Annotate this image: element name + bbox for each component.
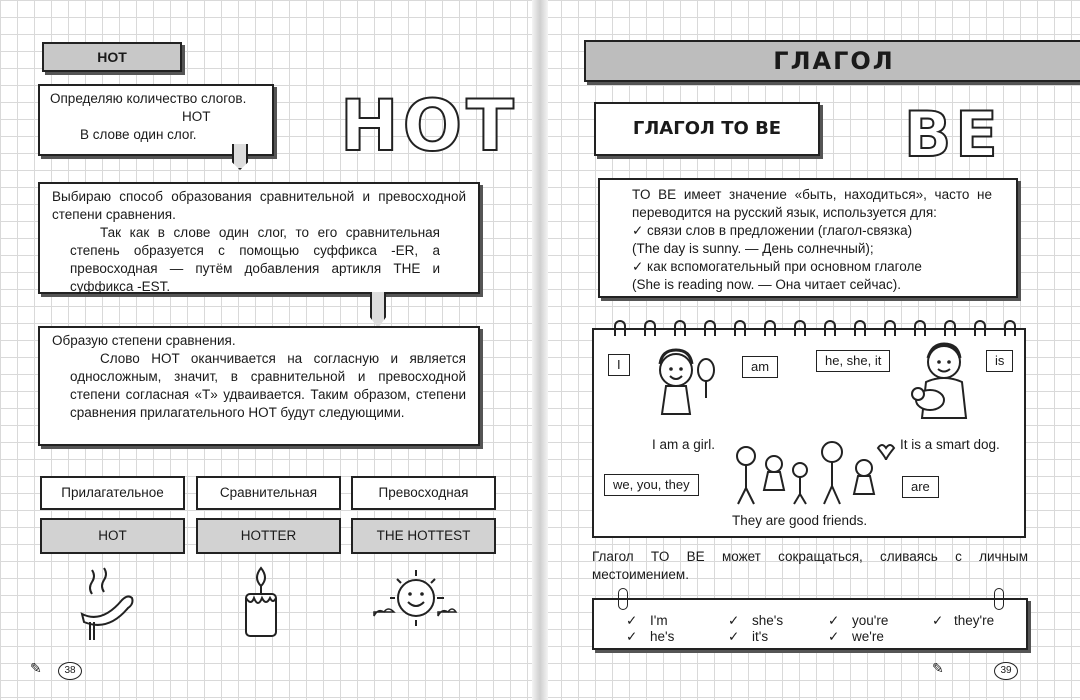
page-number: 39 xyxy=(994,662,1018,680)
usage-example-2: (She is reading now. — Она читает сейчас). xyxy=(632,277,901,292)
verb-title: ГЛАГОЛ TO BE xyxy=(594,102,820,156)
hot-illustration: HOT xyxy=(340,85,518,167)
verb-is-tag: is xyxy=(986,350,1013,372)
check-icon: ✓ xyxy=(932,613,944,628)
forms-intro: Образую степени сравнения. xyxy=(52,333,236,348)
contraction-im: I'm xyxy=(650,613,668,628)
caption-dog: It is a smart dog. xyxy=(900,437,1000,452)
caption-girl: I am a girl. xyxy=(652,437,716,452)
method-intro: Выбираю способ образования сравнительной и превосходной степени сравнения. xyxy=(52,189,466,222)
syllable-word: HOT xyxy=(182,109,211,124)
connector-2 xyxy=(370,292,386,328)
form-label-comparative: Сравнительная xyxy=(196,476,341,510)
usage-item-2: ✓ как вспомогательный при основном глаголе xyxy=(632,259,922,274)
form-label-superlative: Превосходная xyxy=(351,476,496,510)
connector-1 xyxy=(232,144,248,170)
check-icon: ✓ xyxy=(626,629,638,644)
verb-are-tag: are xyxy=(902,476,939,498)
form-value-comparative: HOTTER xyxy=(196,518,341,554)
pronoun-we-tag: we, you, they xyxy=(604,474,699,496)
girl-icon xyxy=(648,342,718,422)
paperclip-icon xyxy=(994,588,1004,610)
contraction-its: it's xyxy=(752,629,769,644)
pencil-icon: ✎ xyxy=(932,660,944,676)
check-icon: ✓ xyxy=(828,613,840,628)
notebook-card xyxy=(592,328,1026,538)
section-banner: ГЛАГОЛ xyxy=(584,40,1080,82)
left-page xyxy=(0,0,532,700)
pronoun-he-tag: he, she, it xyxy=(816,350,890,372)
syllable-line1: Определяю количество слогов. xyxy=(50,91,247,106)
contraction-hes: he's xyxy=(650,629,675,644)
right-page xyxy=(548,0,1080,700)
caption-friends: They are good friends. xyxy=(732,513,868,528)
contraction-theyre: they're xyxy=(954,613,995,628)
check-icon: ✓ xyxy=(828,629,840,644)
pronoun-i-tag: I xyxy=(608,354,630,376)
check-icon: ✓ xyxy=(728,613,740,628)
check-icon: ✓ xyxy=(626,613,638,628)
sausage-icon xyxy=(72,562,142,642)
check-icon: ✓ xyxy=(728,629,740,644)
candle-icon xyxy=(236,564,286,640)
be-illustration: BE xyxy=(904,98,1002,171)
page-number: 38 xyxy=(58,662,82,680)
paperclip-icon xyxy=(618,588,628,610)
contraction-were: we're xyxy=(852,629,884,644)
boy-with-dog-icon xyxy=(904,338,984,428)
verb-am-tag: am xyxy=(742,356,778,378)
page-header-tag: HOT xyxy=(42,42,182,72)
form-value-superlative: THE HOTTEST xyxy=(351,518,496,554)
contraction-shes: she's xyxy=(752,613,784,628)
to-be-info-box xyxy=(598,178,1018,298)
contraction-youre: you're xyxy=(852,613,889,628)
pencil-icon: ✎ xyxy=(30,660,42,676)
forms-body: Слово HOT оканчивается на согласную и является односложным, значит, в сравнительной и превосходной степени согласная «T» удваивается. Таким образом, степени сравнения прилагательного HOT будут следующими. xyxy=(70,351,466,420)
book-gutter xyxy=(532,0,548,700)
method-box xyxy=(38,182,480,294)
friends-icon xyxy=(732,438,902,508)
forms-box xyxy=(38,326,480,446)
form-value-positive: HOT xyxy=(40,518,185,554)
contraction-note: Глагол TO BE может сокращаться, сливаясь с личным местоимением. xyxy=(592,549,1028,582)
to-be-intro: TO BE имеет значение «быть, находиться», часто не переводится на русский язык, используется для: xyxy=(632,187,992,220)
usage-example-1: (The day is sunny. — День солнечный); xyxy=(632,241,874,256)
sun-icon xyxy=(372,566,458,632)
contractions-box xyxy=(592,598,1028,650)
form-label-positive: Прилагательное xyxy=(40,476,185,510)
method-body: Так как в слове один слог, то его сравнительная степень образуется с помощью суффикса -ER, а превосходная — путём добавления артикля THE и суффикса -EST. xyxy=(70,225,440,294)
syllable-line3: В слове один слог. xyxy=(80,127,197,142)
usage-item-1: ✓ связи слов в предложении (глагол-связка) xyxy=(632,223,913,238)
